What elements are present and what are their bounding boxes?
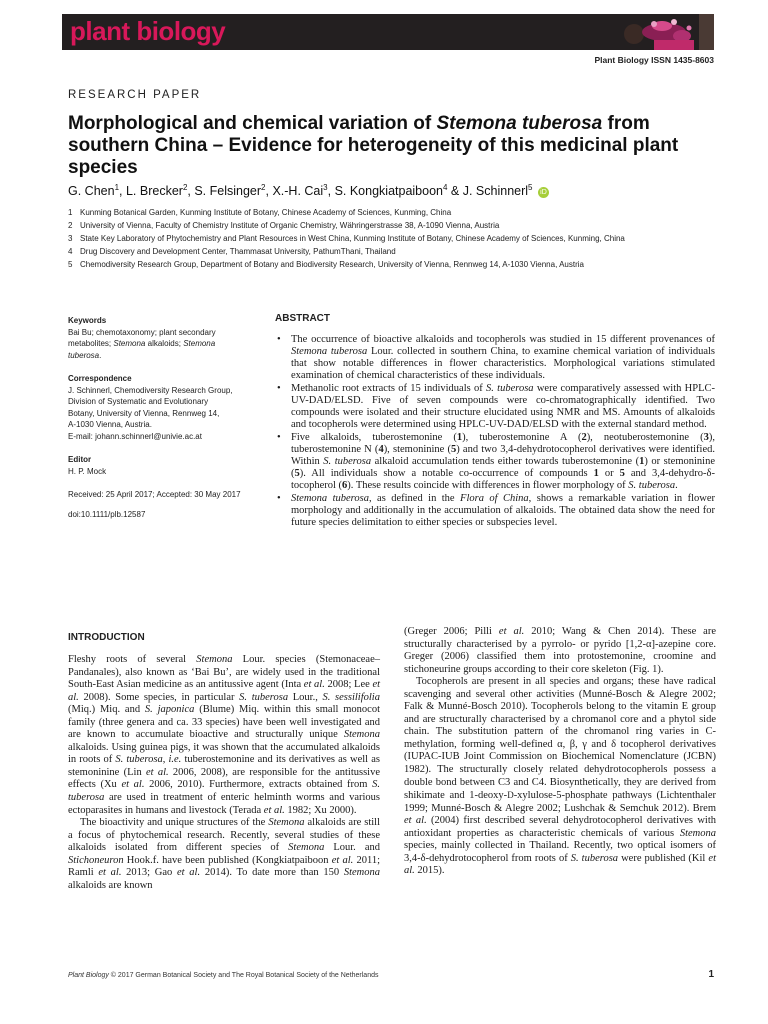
author[interactable]: J. Schinnerl$^5$ (462, 183, 533, 199)
article-title: Morphological and chemical variation of Stemona tuberosa from southern China – Evidence for heterogeneity of this medicinal plant species (68, 113, 679, 178)
correspondence: J. Schinnerl, Chemodiversity Research Group, Division of Systematic and Evolutionary Botany, University of Vienna, Rennweg 14, A-1030 Vienna, Austria. E-mail: johann.schinnerl@univie.ac.at (68, 385, 248, 443)
abstract-bullet: • The occurrence of bioactive alkaloids and tocopherols was studied in 15 different provenances of Stemona tuberosa Lour. collected in southern China, to examine chemical variation of individuals that show notable differences in flower characteristics. Morphological variations stimulated examination of chemical characteristics of these individuals. (275, 334, 715, 382)
abstract-bullet: • Stemona tuberosa, as defined in the Flora of China, shows a remarkable variation in flower morphology and additionally in the accumulation of alkaloids. The obtained data show the need for future species delimitation to either species or subspecies level. (275, 493, 715, 529)
keywords-heading: Keywords (68, 316, 107, 325)
affiliation: 5 Chemodiversity Research Group, Department of Botany and Biodiversity Research, University of Vienna, Rennweg 14, A-1030 Vienna, Austria (68, 260, 584, 269)
body-paragraph: Fleshy roots of several Stemona Lour. species (Stemonaceae–Pandanales), also known as ‘Bai Bu’, are widely used in the traditional South-East Asian medicine as an antitussive agent (Inta et al. 2008; Lee et al. 2008). Some species, in particular S. tuberosa Lour., S. sessilifolia (Miq.) Miq. and S. japonica (Blume) Miq. within this small monocot family (three genera and ca. 33 species) have been well investigated and are known to accumulate bioactive and structurally unique Stemona alkaloids. Using guinea pigs, it was shown that the accumulated alkaloids in roots of S. tuberosa, i.e. tuberostemonine and its derivatives as well as stemoninine (Lin et al. 2006, 2008), are responsible for the antitussive effects (Xu et al. 2006, 2010). Furthermore, extracts obtained from S. tuberosa are used in treatment of enteric helminth worms and various ectoparasites in humans and livestock (Terada et al. 1982; Xu 2000). (68, 654, 381, 816)
affiliation: 1 Kunming Botanical Garden, Kunming Institute of Botany, Chinese Academy of Sciences, Kunming, China (68, 208, 452, 217)
body-column-right (404, 626, 716, 878)
introduction-heading: INTRODUCTION (68, 632, 145, 643)
author[interactable]: G. Chen$^1$ (68, 183, 120, 199)
affiliation: 3 State Key Laboratory of Phytochemistry and Plant Resources in West China, Kunming Institute of Botany, Chinese Academy of Sciences, Kunming, China (68, 234, 625, 243)
orcid-icon[interactable]: iD (538, 187, 549, 198)
editor-name: H. P. Mock (68, 466, 107, 476)
editor-heading: Editor (68, 455, 92, 464)
received-accepted-dates: Received: 25 April 2017; Accepted: 30 May 2017 (68, 490, 241, 499)
body-paragraph: The bioactivity and unique structures of the Stemona alkaloids are still a focus of phytochemical research. Recently, several studies of these alkaloids isolated from different species of Stemona Lour. and Stichoneuron Hook.f. have been published (Kongkiatpaiboon et al. 2011; Ramli et al. 2013; Gao et al. 2014). To date more than 150 Stemona alkaloids are known (68, 817, 380, 891)
abstract-heading: ABSTRACT (275, 313, 330, 324)
doi-link[interactable]: doi:10.1111/plb.12587 (68, 509, 146, 519)
journal-banner (62, 14, 714, 50)
author-list: G. Chen$^1$, L. Brecker$^2$, S. Felsinger$^2$, X.-H. Cai$^3$, S. Kongkiatpaiboon$^4$ & J. Schinnerl$^5$ iD (68, 183, 549, 198)
affiliation: 2 University of Vienna, Faculty of Chemistry Institute of Organic Chemistry, Währingerstrasse 38, A-1090 Vienna, Austria (68, 221, 500, 230)
affiliation-list (68, 206, 718, 271)
page-number: 1 (708, 969, 714, 980)
abstract (275, 334, 715, 530)
abstract-bullet: • Five alkaloids, tuberostemonine (1), tuberostemonine A (2), neotuberostemonine (3), tuberostemonine N (4), stemoninine (5) and two 3,4-dehydrotocopherol derivatives were identified. Within S. tuberosa alkaloid accumulation tends either towards tuberostemonine (1) or stemoninine (5). All individuals show a notable co-occurrence of compounds 1 or 5 and 3,4-dehydro-δ-tocopherol (6). These results coincide with differences in flower morphology of S. tuberosa. (275, 432, 715, 492)
body-column-left (68, 654, 380, 892)
author[interactable]: S. Kongkiatpaiboon$^4$ (334, 183, 448, 199)
body-paragraph: Tocopherols are present in all species and organs; these have radical scavenging and several other activities (Munné-Bosch & Alegre 2002; Falk & Munné-Bosch 2010). Tocopherols belong to the vitamin E group and are structurally characterised by a chromanol core and a phytol side chain. The substitution pattern of the chromanol ring varies in C-methylation, forming well-defined α, β, γ and δ tocopherol derivatives (IUPAC-IUB Joint Commission on Biochemical Nomenclature (JCBN) 1982). The structurally closely related dehydrotocopherols possess a double bond between C3 and C4. Biosynthetically, they are derived from shikimate and 1-deoxy-D-xylulose-5-phosphate pathways (Lichtenthaler 1999; Munné-Bosch & Alegre 2002; Lushchak & Semchuk 2012). Brem et al. (2004) first described several dehydrotocopherol derivatives with antioxidant properties as characteristic chemicals of various Stemona species, mainly collected in Thailand. Recently, two optical isomers of 3,4-δ-dehydrotocopherol from roots of S. tuberosa were published (Kil et al. 2015). (404, 676, 716, 877)
abstract-bullet: • Methanolic root extracts of 15 individuals of S. tuberosa were comparatively assessed with HPLC-UV-DAD/ELSD. Five of seven compounds were co-chromatographically identified. Two compounds were isolated and their structure elucidated using NMR and MS. Amounts of alkaloids and tocopherols were determined using HPLC-UV-DAD/ELSD with the external standard method. (275, 383, 715, 431)
correspondence-email[interactable]: E-mail: johann.schinnerl@univie.ac.at (68, 431, 202, 441)
affiliation: 4 Drug Discovery and Development Center, Thammasat University, PathumThani, Thailand (68, 247, 396, 256)
correspondence-heading: Correspondence (68, 374, 132, 383)
keywords: Bai Bu; chemotaxonomy; plant secondary metabolites; Stemona alkaloids; Stemona tuberosa. (68, 327, 216, 360)
footer-copyright: Plant Biology © 2017 German Botanical Society and The Royal Botanical Society of the Netherlands (68, 972, 379, 979)
author[interactable]: L. Brecker$^2$ (125, 183, 188, 199)
article-type: RESEARCH PAPER (68, 89, 202, 101)
article-info-sidebar (68, 315, 248, 520)
plant-banner-image (514, 14, 714, 50)
journal-issn: Plant Biology ISSN 1435-8603 (594, 55, 714, 65)
author[interactable]: S. Felsinger$^2$ (194, 183, 266, 199)
journal-name: plant biology (70, 16, 226, 46)
body-paragraph: (Greger 2006; Pilli et al. 2010; Wang & Chen 2014). These are structurally characterised by a pyrrolo- or pyrido [1,2-α]-azepine core. Greger (2006) classified them into protostemonine, croomine and stichoneurine groups according to their core skeleton (Fig. 1). (404, 626, 717, 675)
author[interactable]: X.-H. Cai$^3$ (272, 183, 328, 199)
